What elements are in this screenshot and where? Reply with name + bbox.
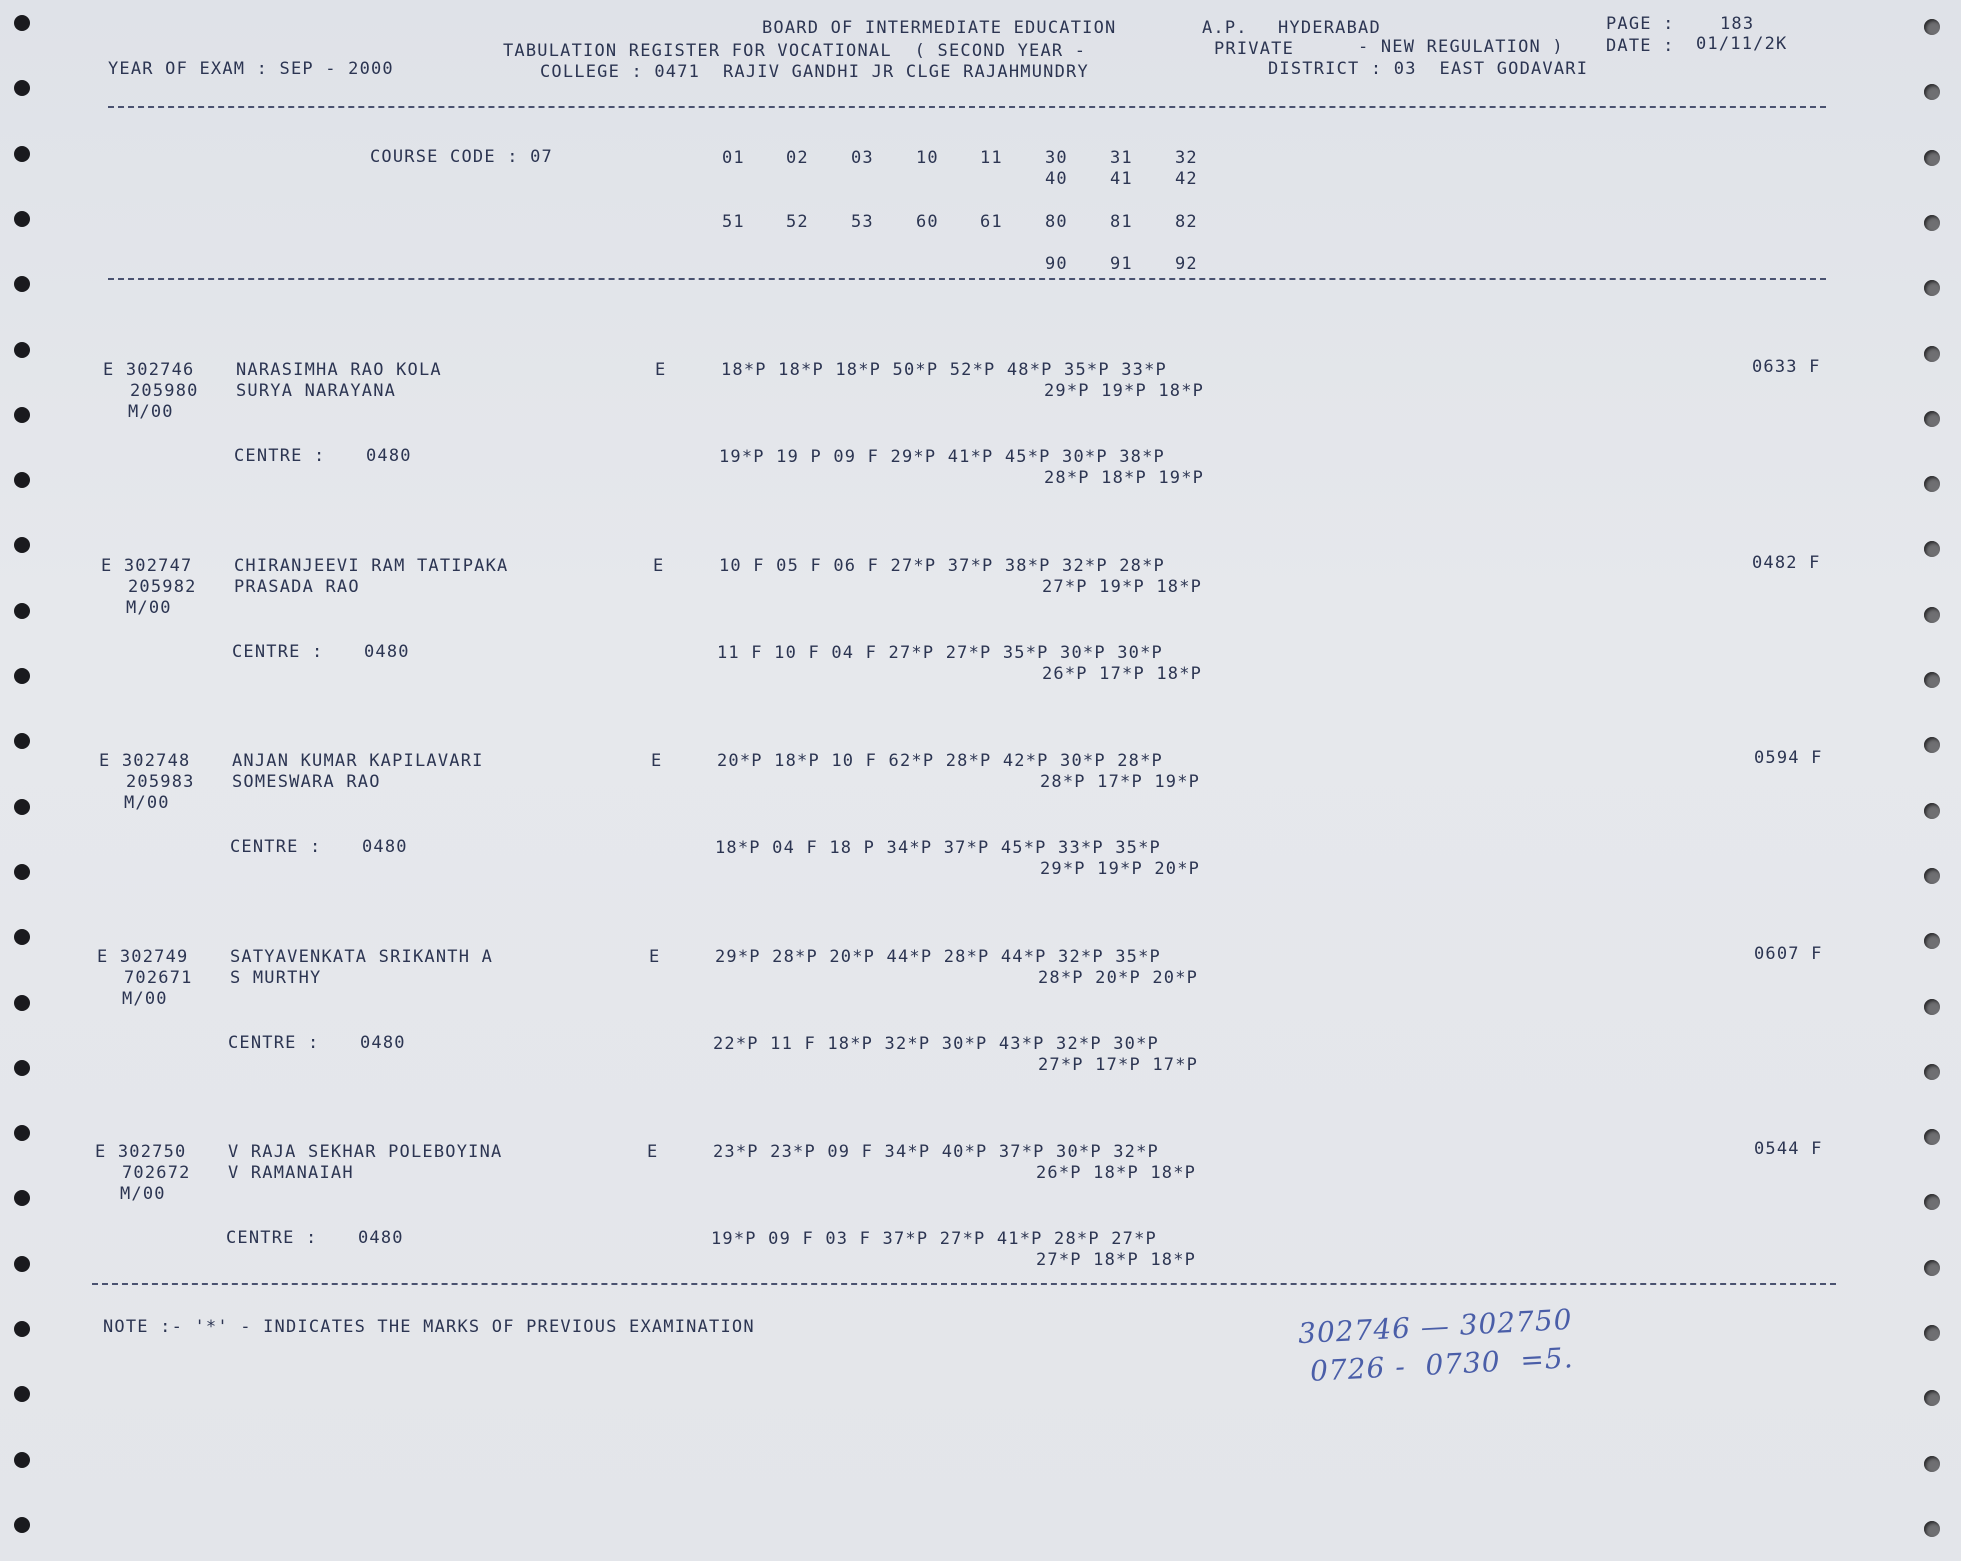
course-code-cell: 53 bbox=[851, 212, 874, 232]
student-id: 205983 bbox=[126, 772, 195, 792]
father-name: PRASADA RAO bbox=[234, 576, 360, 597]
feed-hole bbox=[14, 146, 30, 162]
marks-year1-extra: 26*P 18*P 18*P bbox=[1036, 1163, 1197, 1183]
city-name: HYDERABAD bbox=[1278, 18, 1381, 38]
student-name: SATYAVENKATA SRIKANTH A bbox=[230, 946, 494, 967]
medium: E bbox=[647, 1142, 659, 1162]
state-name: A.P. bbox=[1202, 18, 1248, 38]
date-value: 01/11/2K bbox=[1696, 34, 1788, 54]
medium: E bbox=[649, 946, 661, 967]
course-code-cell: 31 bbox=[1110, 148, 1133, 168]
feed-hole bbox=[14, 1452, 30, 1468]
medium: E bbox=[651, 751, 663, 771]
course-code-cell: 92 bbox=[1175, 254, 1198, 274]
feed-hole bbox=[1924, 1260, 1940, 1276]
centre-label: CENTRE : bbox=[232, 641, 324, 662]
marks-year2: 18*P 04 F 18 P 34*P 37*P 45*P 33*P 35*P bbox=[715, 838, 1161, 858]
centre-label: CENTRE : bbox=[226, 1228, 318, 1248]
feed-hole bbox=[14, 276, 30, 292]
feed-hole bbox=[1924, 672, 1940, 688]
marks-year2: 11 F 10 F 04 F 27*P 27*P 35*P 30*P 30*P bbox=[717, 642, 1163, 663]
register-title: TABULATION REGISTER FOR VOCATIONAL ( SECOND YEAR - bbox=[503, 41, 1087, 61]
course-code-cell: 80 bbox=[1045, 212, 1068, 232]
feed-hole bbox=[14, 1386, 30, 1402]
feed-hole bbox=[14, 1190, 30, 1206]
feed-hole bbox=[1924, 541, 1940, 557]
feed-hole bbox=[14, 1125, 30, 1141]
feed-hole bbox=[14, 211, 30, 227]
marks-year2-extra: 27*P 17*P 17*P bbox=[1038, 1054, 1199, 1075]
course-code-cell: 03 bbox=[851, 148, 874, 168]
marks-year1: 20*P 18*P 10 F 62*P 28*P 42*P 30*P 28*P bbox=[717, 751, 1163, 771]
feed-hole bbox=[14, 995, 30, 1011]
student-code: M/00 bbox=[126, 597, 172, 618]
feed-hole bbox=[1924, 1325, 1940, 1341]
feed-hole bbox=[1924, 999, 1940, 1015]
feed-hole bbox=[14, 864, 30, 880]
centre-code: 0480 bbox=[360, 1032, 406, 1053]
course-code-cell: 42 bbox=[1175, 169, 1198, 189]
year-of-exam: YEAR OF EXAM : SEP - 2000 bbox=[108, 59, 394, 79]
regulation: - NEW REGULATION ) bbox=[1358, 37, 1564, 57]
student-id: 205980 bbox=[130, 381, 199, 401]
course-code-cell: 01 bbox=[722, 148, 745, 168]
centre-code: 0480 bbox=[366, 446, 412, 466]
course-rule bbox=[108, 278, 1826, 280]
feed-hole bbox=[1924, 411, 1940, 427]
feed-hole bbox=[14, 15, 30, 31]
course-code-cell: 52 bbox=[786, 212, 809, 232]
course-code-cell: 82 bbox=[1175, 212, 1198, 232]
centre-label: CENTRE : bbox=[234, 446, 326, 466]
marks-year2-extra: 29*P 19*P 20*P bbox=[1040, 859, 1201, 879]
marks-year1-extra: 29*P 19*P 18*P bbox=[1044, 381, 1205, 401]
marks-year1: 10 F 05 F 06 F 27*P 37*P 38*P 32*P 28*P bbox=[719, 555, 1165, 576]
feed-hole bbox=[1924, 19, 1940, 35]
student-id: 205982 bbox=[128, 576, 197, 597]
page-label: PAGE : bbox=[1606, 14, 1675, 34]
roll-number: E 302746 bbox=[103, 360, 195, 380]
feed-hole bbox=[14, 668, 30, 684]
total-result: 0544 F bbox=[1754, 1139, 1823, 1159]
feed-hole bbox=[14, 407, 30, 423]
total-result: 0607 F bbox=[1754, 943, 1823, 964]
roll-number: E 302748 bbox=[99, 751, 191, 771]
feed-hole bbox=[1924, 1129, 1940, 1145]
feed-hole bbox=[14, 1256, 30, 1272]
feed-hole bbox=[1924, 803, 1940, 819]
marks-year1: 29*P 28*P 20*P 44*P 28*P 44*P 32*P 35*P bbox=[715, 946, 1161, 967]
marks-year2-extra: 28*P 18*P 19*P bbox=[1044, 468, 1205, 488]
left-feed-holes bbox=[8, 0, 48, 1561]
page-number: 183 bbox=[1720, 14, 1755, 34]
feed-hole bbox=[14, 799, 30, 815]
student-code: M/00 bbox=[120, 1184, 166, 1204]
father-name: V RAMANAIAH bbox=[228, 1163, 354, 1183]
marks-year2-extra: 27*P 18*P 18*P bbox=[1036, 1250, 1197, 1270]
feed-hole bbox=[1924, 1194, 1940, 1210]
student-name: NARASIMHA RAO KOLA bbox=[236, 360, 442, 380]
feed-hole bbox=[1924, 150, 1940, 166]
roll-number: E 302749 bbox=[97, 946, 189, 967]
feed-hole bbox=[1924, 868, 1940, 884]
marks-year2: 22*P 11 F 18*P 32*P 30*P 43*P 32*P 30*P bbox=[713, 1033, 1159, 1054]
father-name: SURYA NARAYANA bbox=[236, 381, 397, 401]
feed-hole bbox=[14, 733, 30, 749]
centre-label: CENTRE : bbox=[230, 837, 322, 857]
right-feed-holes bbox=[1912, 0, 1952, 1561]
student-code: M/00 bbox=[122, 988, 168, 1009]
course-code-cell: 51 bbox=[722, 212, 745, 232]
roll-number: E 302747 bbox=[101, 555, 193, 576]
course-code: COURSE CODE : 07 bbox=[370, 147, 553, 167]
date-label: DATE : bbox=[1606, 36, 1675, 56]
roll-number: E 302750 bbox=[95, 1142, 187, 1162]
student-name: ANJAN KUMAR KAPILAVARI bbox=[232, 751, 484, 771]
feed-hole bbox=[1924, 1064, 1940, 1080]
medium: E bbox=[655, 360, 667, 380]
footer-rule bbox=[92, 1283, 1836, 1285]
feed-hole bbox=[14, 342, 30, 358]
feed-hole bbox=[14, 537, 30, 553]
note: NOTE :- '*' - INDICATES THE MARKS OF PREVIOUS EXAMINATION bbox=[103, 1317, 755, 1337]
course-code-cell: 11 bbox=[980, 148, 1003, 168]
feed-hole bbox=[1924, 476, 1940, 492]
feed-hole bbox=[14, 603, 30, 619]
feed-hole bbox=[14, 1321, 30, 1337]
feed-hole bbox=[1924, 933, 1940, 949]
category: PRIVATE bbox=[1214, 39, 1295, 59]
feed-hole bbox=[1924, 1456, 1940, 1472]
handwritten-count: 0726 - 0730 =5. bbox=[1309, 1341, 1575, 1388]
board-name: BOARD OF INTERMEDIATE EDUCATION bbox=[762, 18, 1117, 38]
marks-year2: 19*P 19 P 09 F 29*P 41*P 45*P 30*P 38*P bbox=[719, 447, 1165, 467]
feed-hole bbox=[14, 80, 30, 96]
course-code-cell: 61 bbox=[980, 212, 1003, 232]
total-result: 0594 F bbox=[1754, 748, 1823, 768]
student-id: 702671 bbox=[124, 967, 193, 988]
course-code-cell: 10 bbox=[916, 148, 939, 168]
marks-year2-extra: 26*P 17*P 18*P bbox=[1042, 663, 1203, 684]
feed-hole bbox=[14, 1517, 30, 1533]
total-result: 0633 F bbox=[1752, 357, 1821, 377]
feed-hole bbox=[1924, 215, 1940, 231]
course-code-cell: 91 bbox=[1110, 254, 1133, 274]
feed-hole bbox=[1924, 737, 1940, 753]
feed-hole bbox=[1924, 280, 1940, 296]
feed-hole bbox=[14, 472, 30, 488]
feed-hole bbox=[1924, 346, 1940, 362]
student-name: V RAJA SEKHAR POLEBOYINA bbox=[228, 1142, 503, 1162]
course-code-cell: 60 bbox=[916, 212, 939, 232]
college-name: COLLEGE : 0471 RAJIV GANDHI JR CLGE RAJAHMUNDRY bbox=[540, 62, 1089, 82]
feed-hole bbox=[1924, 1390, 1940, 1406]
handwritten-roll-range: 302746 — 302750 bbox=[1297, 1302, 1574, 1351]
father-name: S MURTHY bbox=[230, 967, 322, 988]
course-code-cell: 81 bbox=[1110, 212, 1133, 232]
header-rule bbox=[108, 106, 1826, 108]
marks-year1-extra: 28*P 20*P 20*P bbox=[1038, 967, 1199, 988]
centre-code: 0480 bbox=[364, 641, 410, 662]
centre-code: 0480 bbox=[362, 837, 408, 857]
marks-year1-extra: 28*P 17*P 19*P bbox=[1040, 772, 1201, 792]
student-id: 702672 bbox=[122, 1163, 191, 1183]
student-code: M/00 bbox=[128, 402, 174, 422]
centre-label: CENTRE : bbox=[228, 1032, 320, 1053]
course-code-cell: 32 bbox=[1175, 148, 1198, 168]
student-name: CHIRANJEEVI RAM TATIPAKA bbox=[234, 555, 509, 576]
marks-year2: 19*P 09 F 03 F 37*P 27*P 41*P 28*P 27*P bbox=[711, 1229, 1157, 1249]
feed-hole bbox=[1924, 1521, 1940, 1537]
feed-hole bbox=[1924, 607, 1940, 623]
course-code-cell: 02 bbox=[786, 148, 809, 168]
student-code: M/00 bbox=[124, 793, 170, 813]
course-code-cell: 41 bbox=[1110, 169, 1133, 189]
centre-code: 0480 bbox=[358, 1228, 404, 1248]
feed-hole bbox=[14, 1060, 30, 1076]
marks-year1: 23*P 23*P 09 F 34*P 40*P 37*P 30*P 32*P bbox=[713, 1142, 1159, 1162]
course-code-cell: 30 bbox=[1045, 148, 1068, 168]
marks-year1: 18*P 18*P 18*P 50*P 52*P 48*P 35*P 33*P bbox=[721, 360, 1167, 380]
marks-year1-extra: 27*P 19*P 18*P bbox=[1042, 576, 1203, 597]
course-code-cell: 90 bbox=[1045, 254, 1068, 274]
feed-hole bbox=[1924, 84, 1940, 100]
medium: E bbox=[653, 555, 665, 576]
district-name: DISTRICT : 03 EAST GODAVARI bbox=[1268, 59, 1589, 79]
feed-hole bbox=[14, 929, 30, 945]
total-result: 0482 F bbox=[1752, 552, 1821, 573]
course-code-cell: 40 bbox=[1045, 169, 1068, 189]
father-name: SOMESWARA RAO bbox=[232, 772, 381, 792]
